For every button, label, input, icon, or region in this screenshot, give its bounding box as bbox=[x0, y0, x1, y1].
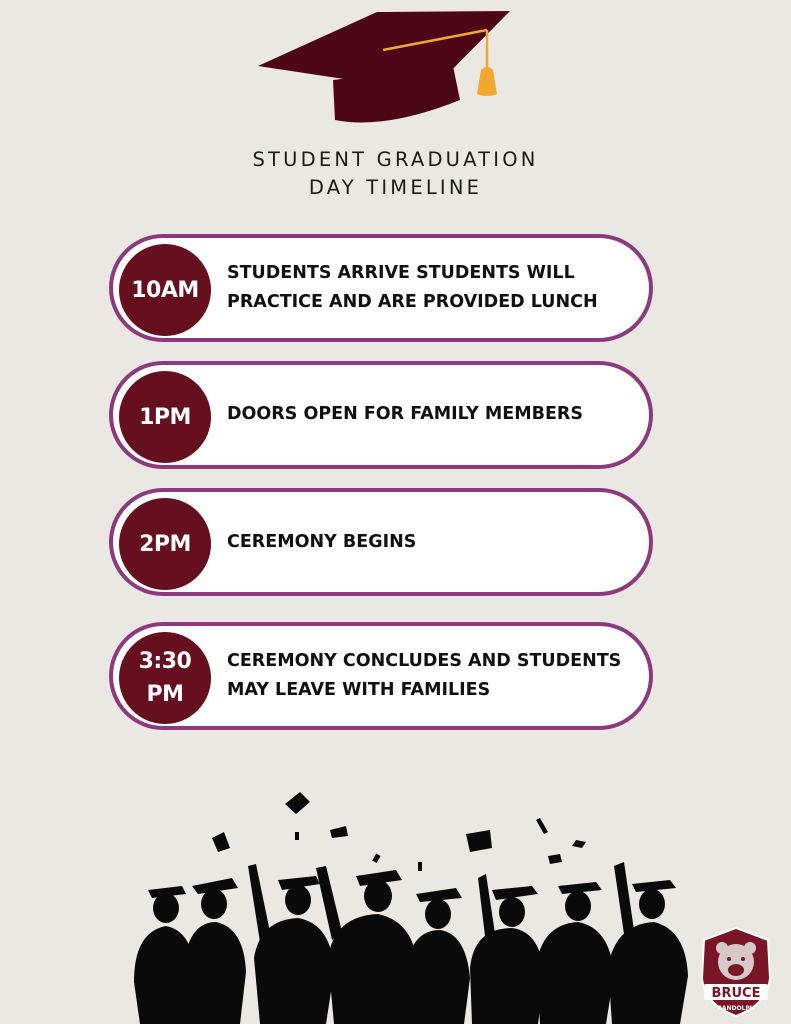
time-badge: 3:30 PM bbox=[119, 632, 211, 724]
graduates-silhouette-illustration bbox=[120, 782, 700, 1024]
timeline-event-10am bbox=[109, 234, 653, 342]
time-badge: 10AM bbox=[119, 244, 211, 336]
time-badge: 2PM bbox=[119, 498, 211, 590]
graduation-cap-icon bbox=[255, 8, 515, 128]
time-badge: 1PM bbox=[119, 371, 211, 463]
logo-subname: RANDOLPH bbox=[717, 1005, 755, 1012]
title-line-2: DAY TIMELINE bbox=[308, 176, 483, 199]
timeline-event-2pm bbox=[109, 488, 653, 596]
event-description: STUDENTS ARRIVE STUDENTS WILL PRACTICE AND ARE PROVIDED LUNCH bbox=[227, 263, 598, 312]
logo-name: BRUCE bbox=[711, 986, 761, 1001]
timeline-event-330pm bbox=[109, 622, 653, 730]
title-line-1: STUDENT GRADUATION bbox=[252, 148, 539, 171]
event-description: CEREMONY BEGINS bbox=[227, 532, 417, 552]
bear-mascot-logo bbox=[698, 926, 774, 1018]
event-description: DOORS OPEN FOR FAMILY MEMBERS bbox=[227, 404, 584, 424]
timeline-event-1pm bbox=[109, 361, 653, 469]
page-title bbox=[0, 146, 791, 202]
event-description: CEREMONY CONCLUDES AND STUDENTS MAY LEAVE WITH FAMILIES bbox=[227, 651, 622, 700]
